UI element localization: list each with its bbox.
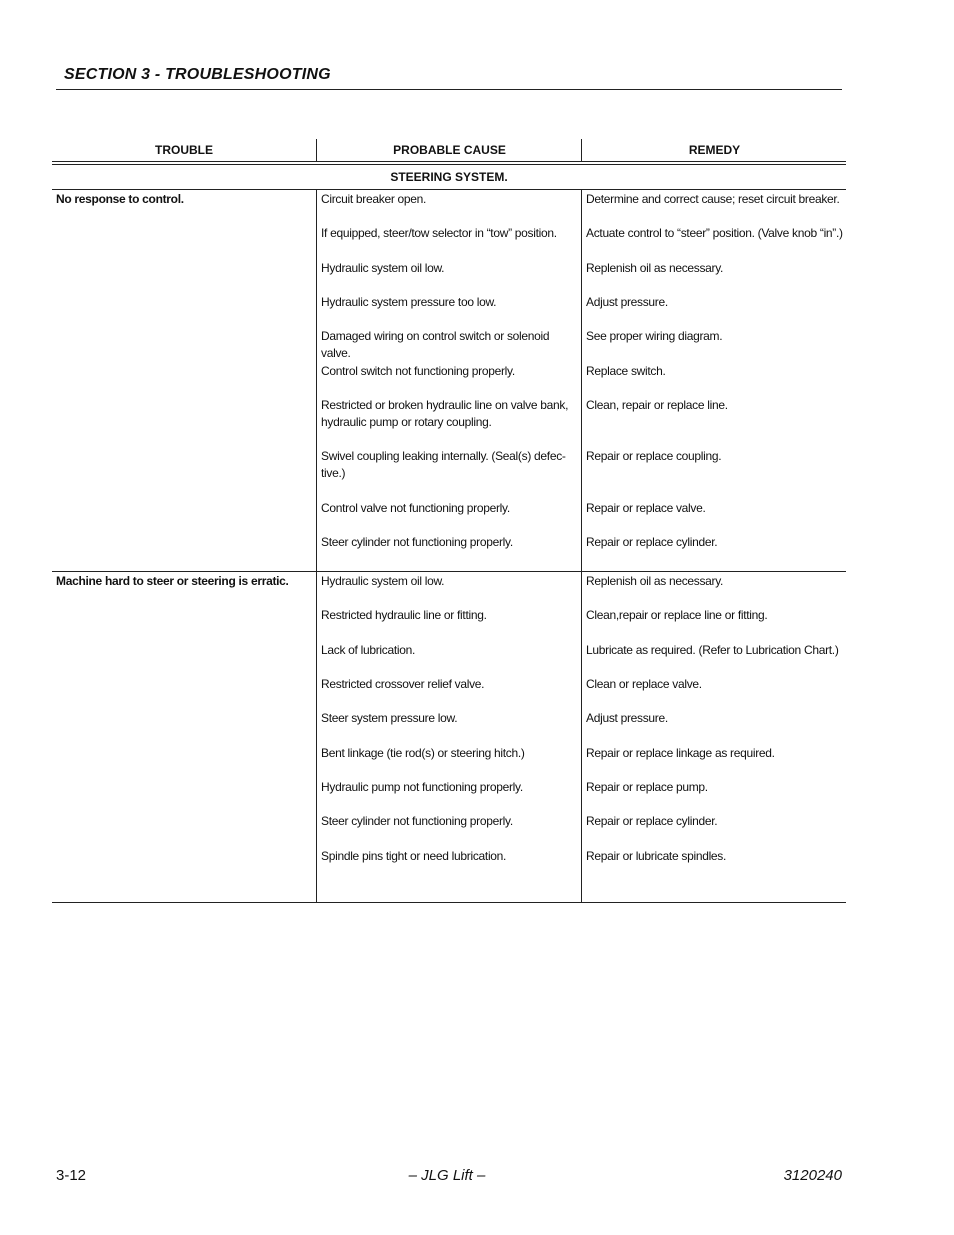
remedy-item: Repair or replace cylinder. bbox=[586, 814, 718, 828]
remedy-item: Repair or replace cylinder. bbox=[586, 535, 718, 549]
probable-cause-item: Swivel coupling leaking internally. (Seal(s) defec-tive.) bbox=[321, 449, 566, 480]
footer-brand: – JLG Lift – bbox=[408, 1167, 486, 1184]
column-header-probable-cause: PROBABLE CAUSE bbox=[316, 139, 582, 161]
probable-cause-item: Hydraulic system oil low. bbox=[321, 574, 445, 588]
probable-cause-item: Bent linkage (tie rod(s) or steering hitch.) bbox=[321, 746, 525, 760]
probable-cause-item: Control switch not functioning properly. bbox=[321, 364, 515, 378]
remedy-item: Replenish oil as necessary. bbox=[586, 261, 724, 275]
probable-cause-item: Restricted crossover relief valve. bbox=[321, 677, 485, 691]
probable-cause-item: Hydraulic pump not functioning properly. bbox=[321, 780, 523, 794]
remedy-item: Replenish oil as necessary. bbox=[586, 574, 724, 588]
probable-cause-item: Restricted or broken hydraulic line on valve bank, hydraulic pump or rotary coupling. bbox=[321, 398, 569, 429]
remedy-item: Clean or replace valve. bbox=[586, 677, 702, 691]
probable-cause-item: Hydraulic system pressure too low. bbox=[321, 295, 497, 309]
column-divider bbox=[581, 572, 582, 902]
probable-cause-item: Control valve not functioning properly. bbox=[321, 501, 510, 515]
remedy-item: Replace switch. bbox=[586, 364, 666, 378]
remedy-item: Actuate control to “steer” position. (Valve knob “in”.) bbox=[586, 226, 843, 240]
trouble-group-hard-to-steer bbox=[52, 572, 846, 903]
probable-cause-item: If equipped, steer/tow selector in “tow” position. bbox=[321, 226, 557, 240]
probable-cause-item: Steer cylinder not functioning properly. bbox=[321, 535, 513, 549]
trouble-label: Machine hard to steer or steering is erratic. bbox=[56, 574, 289, 588]
column-divider bbox=[316, 572, 317, 902]
remedy-item: Repair or replace pump. bbox=[586, 780, 708, 794]
column-header-trouble: TROUBLE bbox=[155, 143, 213, 157]
probable-cause-item: Lack of lubrication. bbox=[321, 643, 416, 657]
remedy-item: Repair or lubricate spindles. bbox=[586, 849, 727, 863]
table-subheading: STEERING SYSTEM. bbox=[52, 165, 846, 190]
remedy-item: Repair or replace valve. bbox=[586, 501, 706, 515]
column-header-remedy: REMEDY bbox=[581, 139, 847, 161]
trouble-group-no-response bbox=[52, 190, 846, 572]
probable-cause-item: Damaged wiring on control switch or solenoid valve. bbox=[321, 329, 550, 360]
document-number: 3120240 bbox=[783, 1167, 842, 1184]
remedy-item: See proper wiring diagram. bbox=[586, 329, 723, 343]
remedy-item: Clean, repair or replace line. bbox=[586, 398, 728, 412]
section-title: SECTION 3 - TROUBLESHOOTING bbox=[64, 66, 331, 83]
column-divider bbox=[316, 190, 317, 571]
troubleshooting-table bbox=[52, 139, 846, 903]
column-divider bbox=[581, 190, 582, 571]
probable-cause-item: Hydraulic system oil low. bbox=[321, 261, 445, 275]
remedy-item: Adjust pressure. bbox=[586, 711, 668, 725]
remedy-item: Determine and correct cause; reset circuit breaker. bbox=[586, 192, 840, 206]
table-header-row bbox=[52, 139, 846, 162]
remedy-item: Clean,repair or replace line or fitting. bbox=[586, 608, 768, 622]
probable-cause-item: Spindle pins tight or need lubrication. bbox=[321, 849, 507, 863]
remedy-item: Lubricate as required. (Refer to Lubrication Chart.) bbox=[586, 643, 839, 657]
probable-cause-item: Restricted hydraulic line or fitting. bbox=[321, 608, 487, 622]
probable-cause-item: Circuit breaker open. bbox=[321, 192, 427, 206]
section-header bbox=[56, 64, 842, 90]
probable-cause-item: Steer cylinder not functioning properly. bbox=[321, 814, 513, 828]
remedy-item: Repair or replace coupling. bbox=[586, 449, 722, 463]
remedy-item: Adjust pressure. bbox=[586, 295, 668, 309]
trouble-label: No response to control. bbox=[56, 192, 184, 206]
probable-cause-item: Steer system pressure low. bbox=[321, 711, 458, 725]
page-number: 3-12 bbox=[56, 1167, 87, 1184]
remedy-item: Repair or replace linkage as required. bbox=[586, 746, 775, 760]
